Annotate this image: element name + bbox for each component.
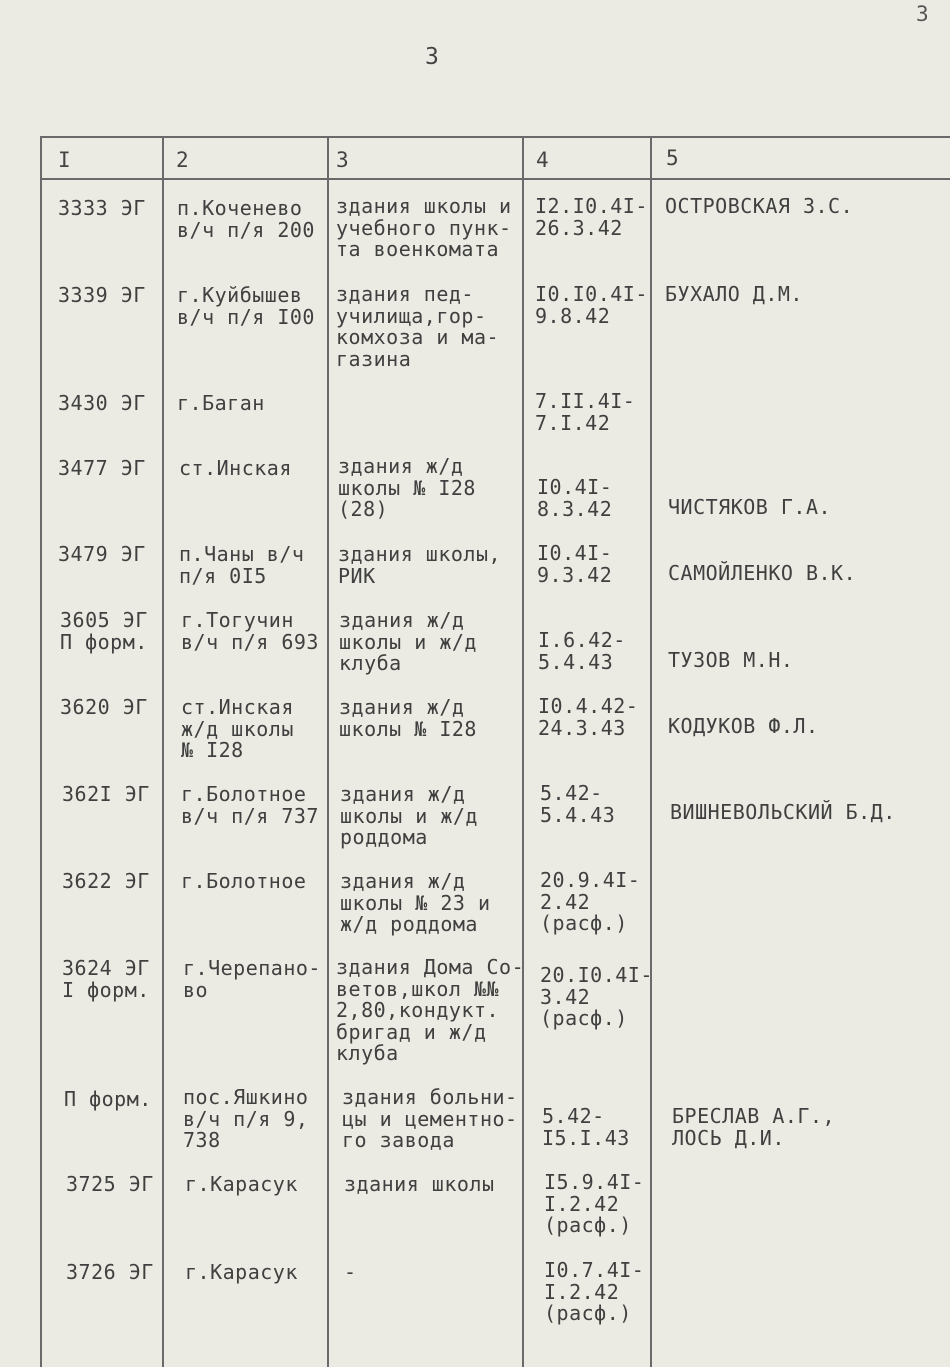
column-header-1: I	[58, 148, 71, 172]
hospital-number: 3333 ЭГ	[58, 196, 146, 220]
buildings: здания ж/д школы № 23 и ж/д роддома	[340, 869, 491, 936]
hospital-number: 3622 ЭГ	[62, 869, 150, 893]
buildings: здания Дома Со- ветов,школ №№ 2,80,кондукт. бригад и ж/д клуба	[336, 955, 525, 1065]
hospital-number: 3479 ЭГ	[58, 542, 146, 566]
page-number: 3	[425, 44, 439, 70]
location: г.Карасук	[185, 1260, 298, 1284]
period: I5.9.4I- I.2.42 (расф.)	[544, 1170, 645, 1237]
period: I.6.42- 5.4.43	[538, 628, 626, 674]
column-divider-4	[650, 136, 652, 1367]
buildings: -	[344, 1260, 357, 1284]
buildings: здания школы, РИК	[338, 542, 502, 588]
period: I0.4I- 8.3.42	[537, 475, 613, 521]
corner-page-mark: 3	[916, 2, 929, 26]
buildings: здания ж/д школы № I28	[339, 695, 477, 741]
buildings: здания ж/д школы № I28 (28)	[338, 454, 476, 521]
location: г.Карасук	[185, 1172, 298, 1196]
period: 7.II.4I- 7.I.42	[535, 389, 636, 435]
hospital-number: 3477 ЭГ	[58, 456, 146, 480]
hospital-number: 3430 ЭГ	[58, 391, 146, 415]
table-header-border	[40, 178, 950, 180]
period: I0.7.4I- I.2.42 (расф.)	[544, 1258, 645, 1325]
period: 20.I0.4I- 3.42 (расф.)	[540, 963, 653, 1030]
hospital-number: 3726 ЭГ	[66, 1260, 154, 1284]
head-person: ВИШНЕВОЛЬСКИЙ Б.Д.	[670, 800, 896, 824]
period: I0.4.42- 24.3.43	[538, 694, 639, 740]
column-header-5: 5	[666, 146, 679, 170]
head-person: ТУЗОВ М.Н.	[668, 648, 794, 672]
period: I2.I0.4I- 26.3.42	[535, 194, 648, 240]
location: г.Болотное в/ч п/я 737	[181, 782, 319, 828]
head-person: БУХАЛО Д.М.	[665, 282, 803, 306]
buildings: здания ж/д школы и ж/д роддома	[340, 782, 478, 849]
location: п.Чаны в/ч п/я 0I5	[179, 542, 305, 588]
location: пос.Яшкино в/ч п/я 9, 738	[183, 1085, 309, 1152]
hospital-number: 3725 ЭГ	[66, 1172, 154, 1196]
head-person: ЧИСТЯКОВ Г.А.	[668, 495, 832, 519]
buildings: здания пед- училища,гор- комхоза и ма- газина	[336, 282, 500, 371]
location: ст.Инская ж/д школы № I28	[181, 695, 294, 762]
hospital-number: 3624 ЭГ I форм.	[62, 956, 150, 1002]
hospital-number: П форм.	[64, 1087, 152, 1111]
table-top-border	[40, 136, 950, 138]
period: I0.4I- 9.3.42	[537, 541, 613, 587]
table-left-border	[40, 136, 42, 1367]
column-divider-2	[327, 136, 329, 1367]
period: 5.42- I5.I.43	[542, 1104, 630, 1150]
buildings: здания школы	[344, 1172, 495, 1196]
location: ст.Инская	[179, 456, 292, 480]
hospital-number: 3605 ЭГ П форм.	[60, 608, 148, 654]
location: г.Болотное	[181, 869, 307, 893]
location: г.Баган	[177, 391, 265, 415]
hospital-number: 362I ЭГ	[62, 782, 150, 806]
column-header-4: 4	[536, 148, 549, 172]
column-divider-1	[162, 136, 164, 1367]
column-divider-3	[522, 136, 524, 1367]
head-person: КОДУКОВ Ф.Л.	[668, 714, 819, 738]
hospital-number: 3339 ЭГ	[58, 283, 146, 307]
location: г.Куйбышев в/ч п/я I00	[177, 283, 315, 329]
hospital-number: 3620 ЭГ	[60, 695, 148, 719]
period: 5.42- 5.4.43	[540, 781, 616, 827]
buildings: здания ж/д школы и ж/д клуба	[339, 608, 477, 675]
buildings: здания школы и учебного пунк- та военкомата	[336, 194, 512, 261]
head-person: ОСТРОВСКАЯ З.С.	[665, 194, 854, 218]
column-header-3: 3	[336, 148, 349, 172]
head-person: САМОЙЛЕНКО В.К.	[668, 561, 857, 585]
head-person: БРЕСЛАВ А.Г., ЛОСЬ Д.И.	[672, 1104, 836, 1150]
location: г.Тогучин в/ч п/я 693	[181, 608, 319, 654]
period: 20.9.4I- 2.42 (расф.)	[540, 868, 641, 935]
column-header-2: 2	[176, 148, 189, 172]
period: I0.I0.4I- 9.8.42	[535, 282, 648, 328]
location: г.Черепано- во	[183, 956, 321, 1002]
buildings: здания больни- цы и цементно- го завода	[342, 1085, 518, 1152]
location: п.Коченево в/ч п/я 200	[177, 196, 315, 242]
